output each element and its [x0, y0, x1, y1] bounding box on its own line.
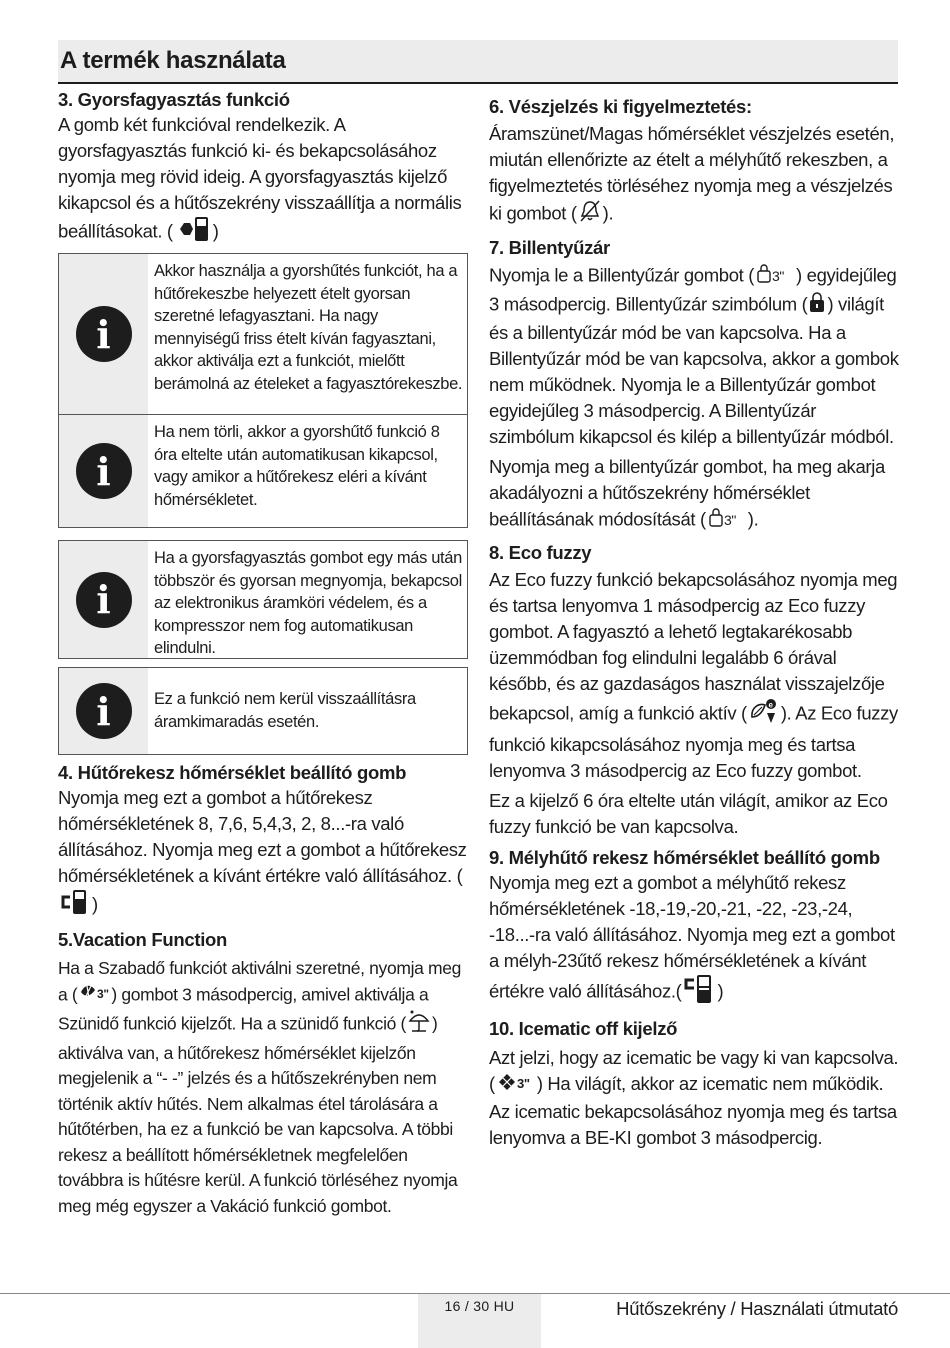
page-title: A termék használata [60, 47, 286, 74]
section-body-icematic: Azt jelzi, hogy az icematic be vagy ki van kapcsolva. ( 3" ) Ha világít, akkor az icematic nem működik. Az icematic bekapcsolásához nyomja meg és tartsa lenyomva a BE-KI gombot 3 másodpercig. [489, 1047, 899, 1148]
key-lock-icon [756, 262, 794, 291]
section-body-keylock-2: Nyomja meg a billentyűzár gombot, ha meg akarja akadályozni a hűtőszekrény hőmérséklet beállításának módosítását ( 3" ). [489, 454, 901, 535]
left-column [58, 88, 468, 1219]
svg-text:3": 3" [723, 512, 736, 528]
vacation-button-icon [79, 982, 109, 1010]
svg-text:3": 3" [97, 986, 110, 1001]
info-icon: i [76, 572, 132, 628]
section-body-vacation: Ha a Szabadő funkciót aktiválni szeretné, nyomja meg a ( 3" ) gombot 3 másodpercig, amivel aktiválja a Szünidő funkció kijelzőt. Ha a szünidő funkció ( ) aktiválva van, a hűtőrekesz hőmérséklet kijelzőn megjelenik a “- -” jelzés és a hűtőszekrényben nem történik aktív hűtés. Nem alkalmas étel tárolására a hűtőtérben, ha ez a funkció be van kapcsolva. A többi rekesz a beállított hőmérsékletnek megfelelően továbbra is hűtésre kerül. A funkció törléséhez nyomja meg még egyszer a Vakáció funkció gombot. [58, 958, 461, 1216]
note-group-top [58, 253, 468, 528]
note-text: Ha nem törli, akkor a gyorshűtő funkció 8 óra eltelte után automatikusan kikapcsol, vagy amikor a hűtőrekesz eléri a kívánt hőmérsékletet. [154, 423, 440, 509]
svg-text:3": 3" [516, 1075, 530, 1091]
note-text: Ez a funkció nem kerül visszaállításra áramkimaradás esetén. [154, 690, 416, 731]
lock-icon [809, 291, 825, 320]
note-text: Ha a gyorsfagyasztás gombot egy más után többször és gyorsan megnyomja, bekapcsol az elektronikus áramköri védelem, és a kompresszor nem fog automatikusan elindulni. [154, 549, 462, 657]
section-title-fridge-temp: 4. Hűtőrekesz hőmérséklet beállító gomb [58, 762, 407, 783]
section-title-vacation: 5.Vacation Function [58, 929, 228, 950]
info-icon: i [76, 306, 132, 362]
section-body-eco-fuzzy: Az Eco fuzzy funkció bekapcsolásához nyomja meg és tartsa lenyomva 1 másodpercig az Eco fuzzy gombot. A fagyasztó a lehető legtakarékosabb üzemmódban fog elindulni legalább 6 órával később, és az gazdaságos használat visszajelzője bekapcsol, amíg a funkció aktív ( e ). Az Eco fuzzy funkció kikapcsolásához nyomja meg és tartsa lenyomva 3 másodpercig az Eco fuzzy gombot. [489, 569, 898, 781]
section-body-freezer-temp: Nyomja meg ezt a gombot a mélyhűtő rekesz hőmérsékletének -18,-19,-20,-21, -22, -23,-24, -18...-ra való állításához. Nyomja meg ezt a gombot a mélyh-23űtő rekesz hőmérsékletének a kívánt értékre való állításához.( ) [489, 870, 901, 1011]
section-body-alarm-off: Áramszünet/Magas hőmérséklet vészjelzés esetén, miután ellenőrizte az ételt a mélyhűtő rekeszben, a figyelmeztetés törléséhez nyomja meg a vészjelzés ki gombot ( ). [489, 121, 901, 230]
info-icon: i [76, 443, 132, 499]
right-column [489, 95, 901, 1151]
icematic-icon [497, 1072, 535, 1099]
section-body-quick-freeze: A gomb két funkcióval rendelkezik. A gyorsfagyasztás funkció ki- és bekapcsolásához nyomja meg rövid ideig. A gyorsfagyasztás kijelző kikapcsol és a hűtőszekrény visszaállítja a normális beállításokat. ( ) [58, 112, 468, 249]
vacation-umbrella-icon [408, 1009, 430, 1041]
svg-text:e: e [768, 700, 773, 710]
freezer-temp-icon [683, 974, 715, 1011]
section-body-keylock: Nyomja le a Billentyűzár gombot ( 3" ) egyidejűleg 3 másodpercig. Billentyűzár szimbólum ( ) világít és a billentyűzár mód be van kapcsolva. Ha a Billentyűzár mód be van kapcsolva, akkor a gombok nem működnek. Nyomja le a Billentyűzár gombot egyidejűleg 3 másodpercig. A Billentyűzár szimbólum kikapcsol és kilép a billentyűzár módból. [489, 262, 901, 450]
info-note [58, 667, 468, 755]
section-title-icematic: 10. Icematic off kijelző [489, 1018, 678, 1039]
key-lock-icon [708, 506, 746, 535]
section-title-alarm-off: 6. Vészjelzés ki figyelmeztetés: [489, 96, 752, 117]
section-title-freezer-temp: 9. Mélyhűtő rekesz hőmérséklet beállító gomb [489, 847, 880, 868]
info-note [58, 415, 468, 528]
page-header [58, 40, 898, 84]
section-title-keylock: 7. Billentyűzár [489, 237, 610, 258]
section-body-eco-fuzzy-2: Ez a kijelző 6 óra eltelte után világít, amikor az Eco fuzzy funkció be van kapcsolva. [489, 790, 888, 837]
info-note [58, 540, 468, 659]
alarm-off-icon [579, 199, 601, 230]
section-title-quick-freeze: 3. Gyorsfagyasztás funkció [58, 89, 290, 110]
info-note [58, 253, 468, 415]
eco-fuzzy-icon [749, 697, 779, 732]
page-number-box [418, 1294, 541, 1348]
section-title-eco-fuzzy: 8. Eco fuzzy [489, 542, 592, 563]
page-number: 16 / 30 HU [444, 1298, 515, 1314]
document-title: Hűtőszekrény / Használati útmutató [616, 1298, 898, 1319]
svg-text:3": 3" [772, 268, 785, 284]
note-text: Akkor használja a gyorshűtés funkciót, ha a hűtőrekeszbe helyezett ételt gyorsan szeretné lefagyasztani. Ha nagy mennyiségű friss ételt kíván fagyasztani, akkor aktiválja ezt a funkciót, mielőtt berámolná az ételeket a fagyasztórekeszbe. [154, 262, 463, 393]
quick-freeze-icon [175, 216, 211, 249]
fridge-temp-icon [60, 889, 90, 922]
section-body-fridge-temp: Nyomja meg ezt a gombot a hűtőrekesz hőmérsékletének 8, 7,6, 5,4,3, 2, 8...-ra való állításához. Nyomja meg ezt a gombot a hűtőrekesz hőmérsékletének a kívánt értékre való állításához. () [58, 785, 468, 922]
info-icon: i [76, 683, 132, 739]
